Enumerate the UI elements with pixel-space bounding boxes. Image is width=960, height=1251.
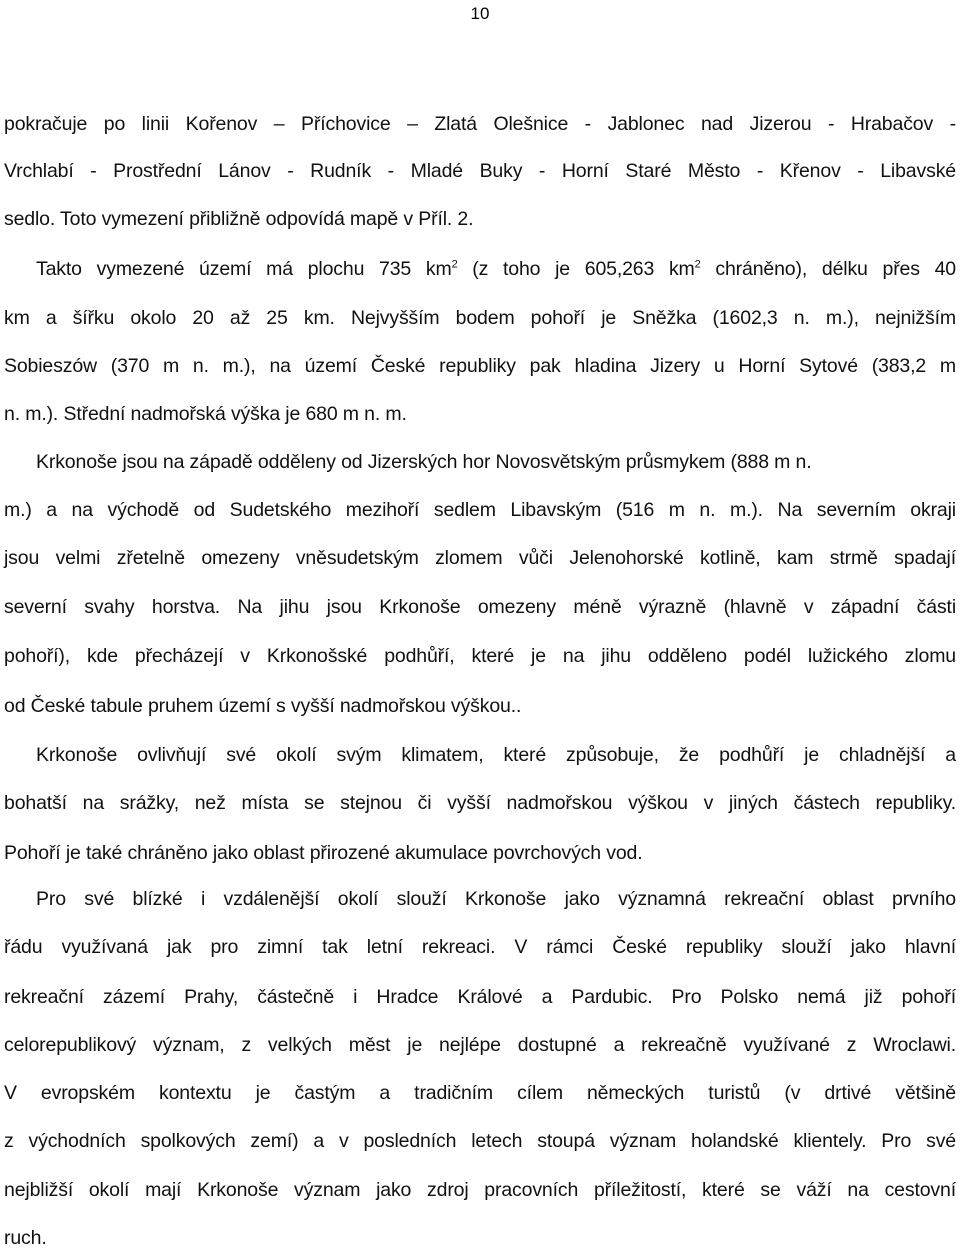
text-line: řádu využívaná jak pro zimní tak letní rekreaci. V rámci České republiky slouží jako hlavní [4, 936, 956, 958]
text-segment: (z toho je 605,263 km [457, 258, 695, 280]
text-line: Krkonoše jsou na západě odděleny od Jizerských hor Novosvětským průsmykem (888 m n. [36, 451, 812, 473]
text-line [36, 256, 956, 282]
text-line: bohatší na srážky, než místa se stejnou či vyšší nadmořskou výškou v jiných částech republiky. [4, 792, 956, 814]
page-number: 10 [470, 4, 490, 23]
superscript: 2 [451, 258, 458, 271]
text-line: V evropském kontextu je častým a tradičním cílem německých turistů (v drtivé většině [4, 1082, 956, 1104]
text-line: m.) a na východě od Sudetského mezihoří sedlem Libavským (516 m n. m.). Na severním okraji [4, 499, 956, 521]
text-line: sedlo. Toto vymezení přibližně odpovídá mapě v Příl. 2. [4, 208, 474, 230]
text-line: pohoří), kde přecházejí v Krkonošské podhůří, které je na jihu odděleno podél lužického zlomu [4, 645, 956, 667]
text-line: n. m.). Střední nadmořská výška je 680 m n. m. [4, 403, 407, 425]
text-line: ruch. [4, 1227, 47, 1249]
text-line: celorepublikový význam, z velkých měst je nejlépe dostupné a rekreačně využívané z Wroclawi. [4, 1034, 956, 1056]
text-line: od České tabule pruhem území s vyšší nadmořskou výškou.. [4, 695, 522, 717]
text-line: rekreační zázemí Prahy, částečně i Hradce Králové a Pardubic. Pro Polsko nemá již pohoří [4, 986, 956, 1008]
text-line: Krkonoše ovlivňují své okolí svým klimatem, které způsobuje, že podhůří je chladnější a [36, 744, 956, 766]
text-line: pokračuje po linii Kořenov – Příchovice – Zlatá Olešnice - Jablonec nad Jizerou - Hrabačov - [4, 113, 956, 135]
text-line: km a šířku okolo 20 až 25 km. Nejvyšším bodem pohoří je Sněžka (1602,3 n. m.), nejnižším [4, 307, 956, 329]
superscript: 2 [694, 258, 701, 271]
text-line: Vrchlabí - Prostřední Lánov - Rudník - Mladé Buky - Horní Staré Město - Křenov - Libavské [4, 160, 956, 182]
text-line: severní svahy horstva. Na jihu jsou Krkonoše omezeny méně výrazně (hlavně v západní části [4, 596, 956, 618]
text-segment: Takto vymezené území má plochu 735 km [36, 258, 452, 280]
text-line: Pohoří je také chráněno jako oblast přirozené akumulace povrchových vod. [4, 842, 643, 864]
text-line: Pro své blízké i vzdálenější okolí slouží Krkonoše jako významná rekreační oblast prvního [36, 888, 956, 910]
text-line: z východních spolkových zemí) a v posledních letech stoupá význam holandské klientely. Pro své [4, 1130, 956, 1152]
text-segment: chráněno), délku přes 40 [700, 258, 956, 280]
text-line: Sobieszów (370 m n. m.), na území České republiky pak hladina Jizery u Horní Sytové (383,2 m [4, 355, 956, 377]
text-line: jsou velmi zřetelně omezeny vněsudetským zlomem vůči Jelenohorské kotlině, kam strmě spadají [4, 547, 956, 569]
text-line: nejbližší okolí mají Krkonoše význam jako zdroj pracovních příležitostí, které se váží na cestovní [4, 1179, 956, 1201]
